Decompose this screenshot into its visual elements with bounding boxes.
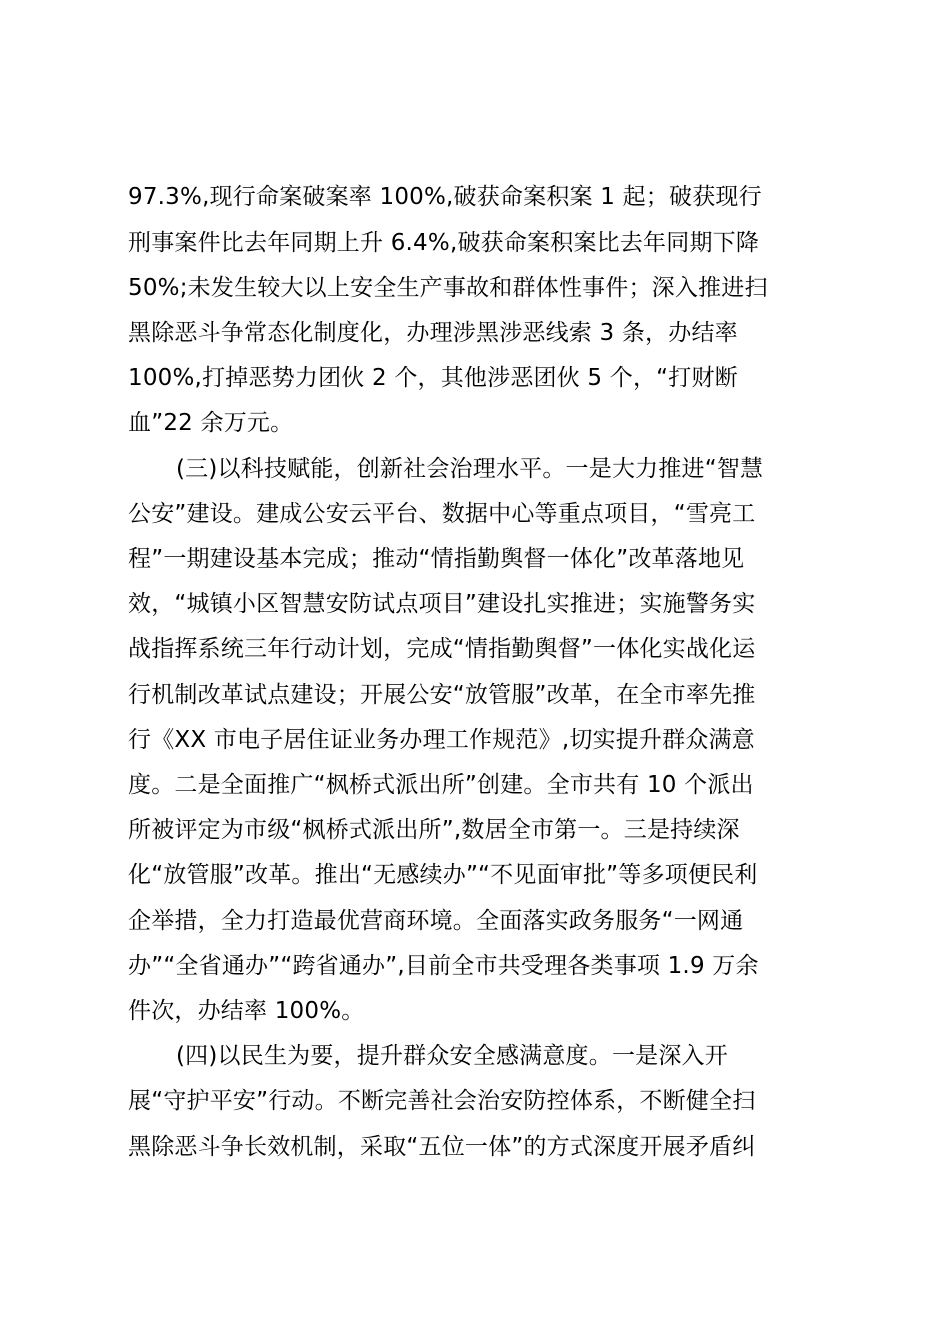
text-line: 度。二是全面推广“枫桥式派出所”创建。全市共有 10 个派出 — [128, 772, 754, 798]
text-line: 战指挥系统三年行动计划，完成“情指勤舆督”一体化实战化运 — [128, 636, 756, 662]
text-line: 效，“城镇小区智慧安防试点项目”建设扎实推进；实施警务实 — [128, 591, 756, 617]
text-line: 所被评定为市级“枫桥式派出所”,数居全市第一。三是持续深 — [128, 817, 740, 843]
text-line: 黑除恶斗争长效机制，采取“五位一体”的方式深度开展矛盾纠 — [128, 1134, 756, 1160]
text-line: 企举措，全力打造最优营商环境。全面落实政务服务“一网通 — [128, 908, 744, 934]
text-line: 50%;未发生较大以上安全生产事故和群体性事件；深入推进扫 — [128, 275, 768, 301]
text-line: 办”“全省通办”“跨省通办”,目前全市共受理各类事项 1.9 万余 — [128, 953, 759, 979]
text-line: 展“守护平安”行动。不断完善社会治安防控体系，不断健全扫 — [128, 1088, 756, 1114]
text-line: 100%,打掉恶势力团伙 2 个，其他涉恶团伙 5 个，“打财断 — [128, 365, 738, 391]
paragraph-heading-4: (四)以民生为要，提升群众安全感满意度。一是深入开 — [176, 1043, 728, 1069]
text-line: 黑除恶斗争常态化制度化，办理涉黑涉恶线索 3 条，办结率 — [128, 320, 738, 346]
text-line: 件次，办结率 100%。 — [128, 998, 365, 1024]
text-line: 血”22 余万元。 — [128, 410, 294, 436]
text-line: 公安”建设。建成公安云平台、数据中心等重点项目，“雪亮工 — [128, 501, 756, 527]
paragraph-heading-3: (三)以科技赋能，创新社会治理水平。一是大力推进“智慧 — [176, 456, 764, 482]
text-line: 化“放管服”改革。推出“无感续办”“不见面审批”等多项便民利 — [128, 862, 758, 888]
text-line: 行《XX 市电子居住证业务办理工作规范》,切实提升群众满意 — [128, 727, 755, 753]
text-line: 行机制改革试点建设；开展公安“放管服”改革，在全市率先推 — [128, 682, 756, 708]
text-line: 97.3%,现行命案破案率 100%,破获命案积案 1 起；破获现行 — [128, 184, 762, 210]
text-line: 刑事案件比去年同期上升 6.4%,破获命案积案比去年同期下降 — [128, 230, 760, 256]
text-line: 程”一期建设基本完成；推动“情指勤舆督一体化”改革落地见 — [128, 546, 745, 572]
